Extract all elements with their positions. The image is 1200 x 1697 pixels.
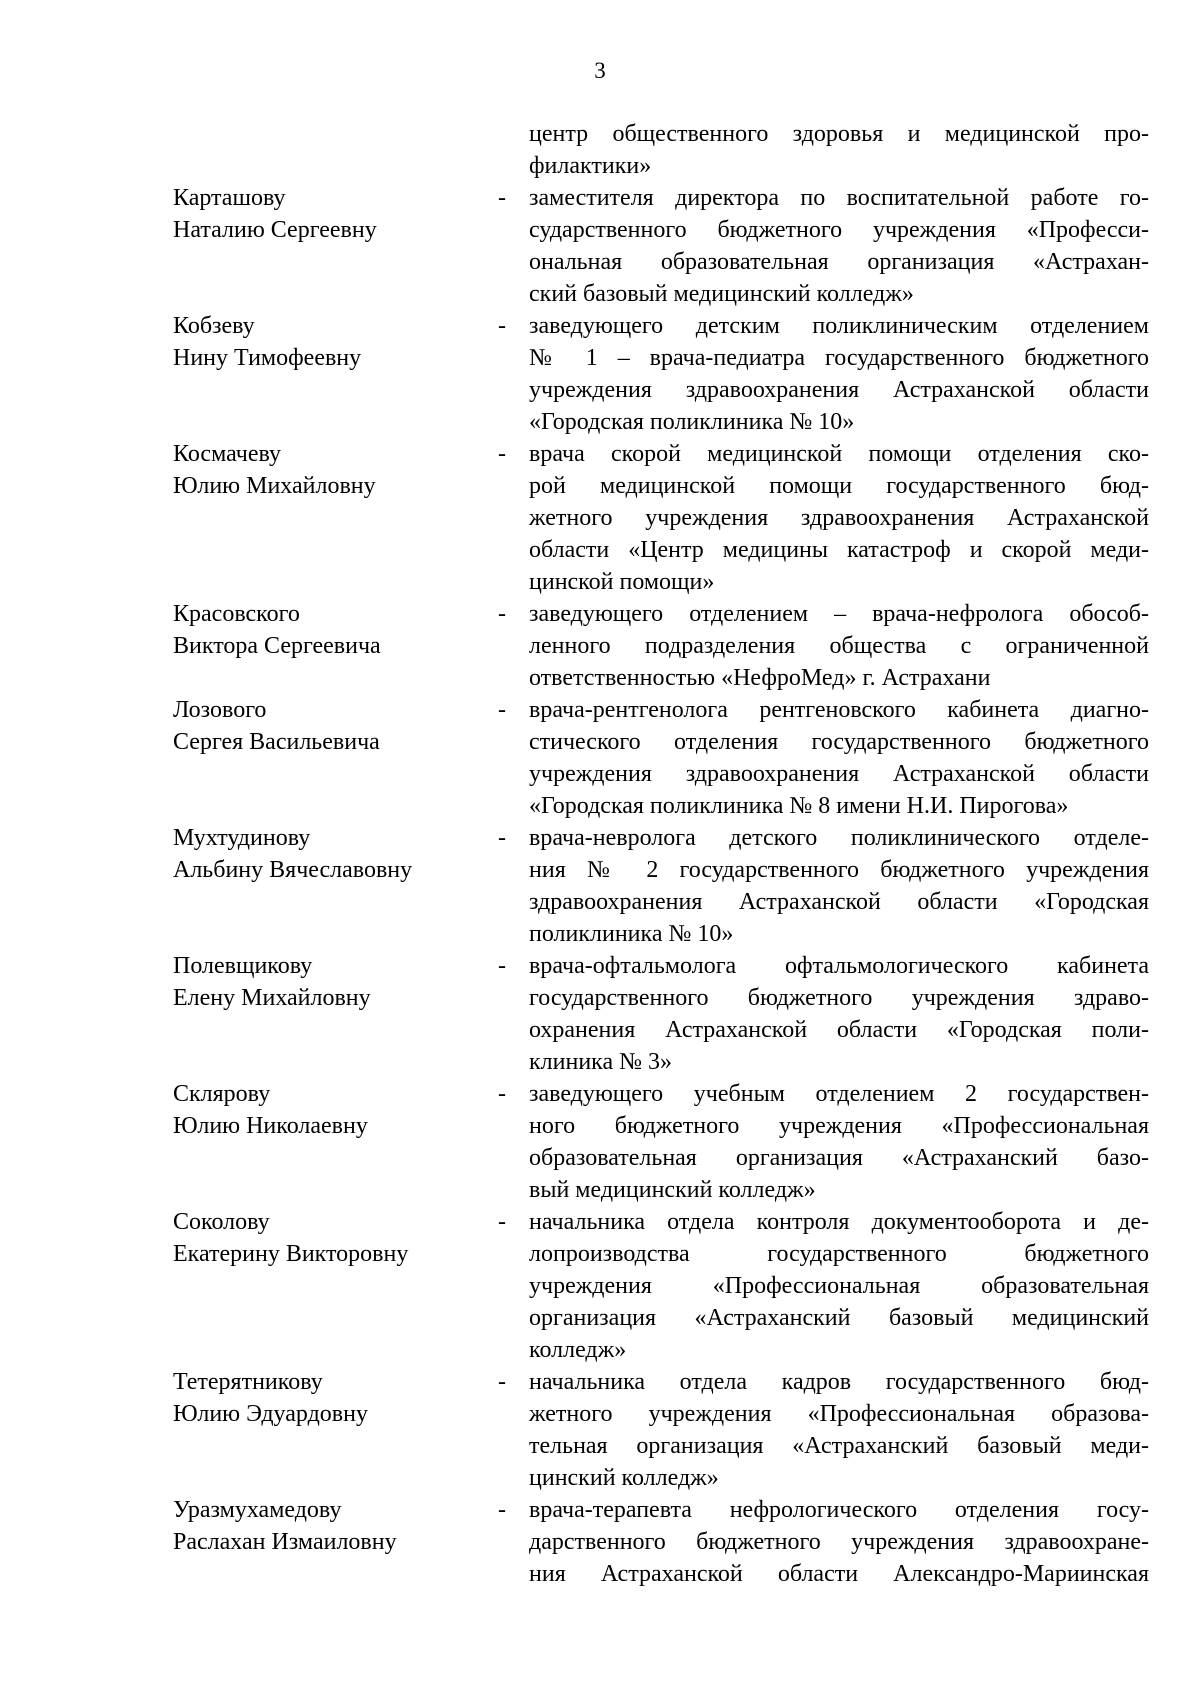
person-name	[173, 822, 493, 886]
description-line: ональная образовательная организация «Астрахан-	[529, 249, 1149, 275]
person-name	[173, 598, 493, 662]
description-line: ния Астраханской области Александро-Мариинская	[529, 1561, 1149, 1587]
entry-description	[529, 822, 1149, 950]
description-line: государственного бюджетного учреждения здраво-	[529, 985, 1149, 1011]
description-line: лопроизводства государственного бюджетного	[529, 1241, 1149, 1267]
person-name	[173, 1078, 493, 1142]
description-line: колледж»	[529, 1337, 627, 1363]
separator-dash: -	[498, 441, 506, 467]
given-names: Елену Михайловну	[173, 985, 371, 1011]
description-line: здравоохранения Астраханской области «Городская	[529, 889, 1149, 915]
given-names: Екатерину Викторовну	[173, 1241, 409, 1267]
entry-description	[529, 950, 1149, 1078]
description-line: ленного подразделения общества с ограниченной	[529, 633, 1149, 659]
list-item	[0, 310, 1200, 438]
surname: Кобзеву	[173, 313, 255, 339]
description-line: врача-терапевта нефрологического отделения госу-	[529, 1497, 1149, 1523]
list-item	[0, 1494, 1200, 1590]
given-names: Юлию Эдуардовну	[173, 1401, 368, 1427]
description-line: поликлиника № 10»	[529, 921, 734, 947]
entry-description	[529, 118, 1149, 182]
given-names: Виктора Сергеевича	[173, 633, 381, 659]
description-line: № 1 – врача-педиатра государственного бюджетного	[529, 345, 1149, 371]
surname: Склярову	[173, 1081, 271, 1107]
description-line: центр общественного здоровья и медицинской про-	[529, 121, 1149, 147]
surname: Карташову	[173, 185, 286, 211]
list-item	[0, 598, 1200, 694]
separator-dash: -	[498, 313, 506, 339]
surname: Мухтудинову	[173, 825, 311, 851]
description-line: «Городская поликлиника № 10»	[529, 409, 855, 435]
given-names: Раслахан Измаиловну	[173, 1529, 397, 1555]
description-line: сударственного бюджетного учреждения «Професси-	[529, 217, 1149, 243]
description-line: ский базовый медицинский колледж»	[529, 281, 914, 307]
list-item	[0, 694, 1200, 822]
list-item	[0, 950, 1200, 1078]
entry-description	[529, 438, 1149, 598]
list-item	[0, 438, 1200, 598]
list-item	[0, 1366, 1200, 1494]
person-name	[173, 950, 493, 1014]
description-line: учреждения здравоохранения Астраханской области	[529, 761, 1149, 787]
list-item	[0, 182, 1200, 310]
entry-description	[529, 694, 1149, 822]
separator-dash: -	[498, 697, 506, 723]
entry-description	[529, 310, 1149, 438]
description-line: врача скорой медицинской помощи отделения ско-	[529, 441, 1149, 467]
surname: Красовского	[173, 601, 300, 627]
description-line: «Городская поликлиника № 8 имени Н.И. Пирогова»	[529, 793, 1069, 819]
person-name	[173, 1494, 493, 1558]
page-number: 3	[594, 58, 606, 83]
description-line: заведующего учебным отделением 2 государствен-	[529, 1081, 1149, 1107]
surname: Соколову	[173, 1209, 270, 1235]
separator-dash: -	[498, 1209, 506, 1235]
surname: Космачеву	[173, 441, 282, 467]
description-line: рой медицинской помощи государственного бюд-	[529, 473, 1149, 499]
description-line: образовательная организация «Астраханский базо-	[529, 1145, 1149, 1171]
description-line: жетного учреждения здравоохранения Астраханской	[529, 505, 1149, 531]
given-names: Нину Тимофеевну	[173, 345, 362, 371]
separator-dash: -	[498, 601, 506, 627]
description-line: тельная организация «Астраханский базовый меди-	[529, 1433, 1149, 1459]
entry-description	[529, 1494, 1149, 1590]
separator-dash: -	[498, 953, 506, 979]
surname: Уразмухамедову	[173, 1497, 342, 1523]
given-names: Юлию Николаевну	[173, 1113, 368, 1139]
description-line: филактики»	[529, 153, 652, 179]
description-line: учреждения здравоохранения Астраханской области	[529, 377, 1149, 403]
entry-description	[529, 1366, 1149, 1494]
person-name	[173, 1366, 493, 1430]
description-line: области «Центр медицины катастроф и скорой меди-	[529, 537, 1149, 563]
list-item	[0, 1078, 1200, 1206]
person-name	[173, 182, 493, 246]
description-line: охранения Астраханской области «Городская поли-	[529, 1017, 1149, 1043]
given-names: Юлию Михайловну	[173, 473, 376, 499]
continuation-text	[0, 118, 1200, 182]
description-line: стического отделения государственного бюджетного	[529, 729, 1149, 755]
separator-dash: -	[498, 185, 506, 211]
person-name	[173, 438, 493, 502]
description-line: клиника № 3»	[529, 1049, 673, 1075]
entry-description	[529, 598, 1149, 694]
description-line: врача-офтальмолога офтальмологического кабинета	[529, 953, 1149, 979]
description-line: организация «Астраханский базовый медицинский	[529, 1305, 1149, 1331]
given-names: Альбину Вячеславовну	[173, 857, 413, 883]
separator-dash: -	[498, 1497, 506, 1523]
surname: Тетерятникову	[173, 1369, 323, 1395]
description-line: заведующего детским поликлиническим отделением	[529, 313, 1149, 339]
description-line: жетного учреждения «Профессиональная образова-	[529, 1401, 1149, 1427]
description-line: дарственного бюджетного учреждения здравоохране-	[529, 1529, 1149, 1555]
person-name	[173, 1206, 493, 1270]
surname: Лозового	[173, 697, 267, 723]
person-name	[173, 694, 493, 758]
description-line: врача-невролога детского поликлинического отделе-	[529, 825, 1149, 851]
description-line: учреждения «Профессиональная образовательная	[529, 1273, 1149, 1299]
separator-dash: -	[498, 1369, 506, 1395]
separator-dash: -	[498, 825, 506, 851]
surname: Полевщикову	[173, 953, 313, 979]
description-line: начальника отдела контроля документооборота и де-	[529, 1209, 1149, 1235]
person-name	[173, 310, 493, 374]
given-names: Наталию Сергеевну	[173, 217, 377, 243]
description-line: вый медицинский колледж»	[529, 1177, 816, 1203]
given-names: Сергея Васильевича	[173, 729, 380, 755]
appointment-list	[0, 118, 1200, 1590]
description-line: врача-рентгенолога рентгеновского кабинета диагно-	[529, 697, 1149, 723]
description-line: цинский колледж»	[529, 1465, 719, 1491]
list-item	[0, 822, 1200, 950]
description-line: цинской помощи»	[529, 569, 715, 595]
description-line: ния № 2 государственного бюджетного учреждения	[529, 857, 1149, 883]
description-line: заместителя директора по воспитательной работе го-	[529, 185, 1149, 211]
description-line: ного бюджетного учреждения «Профессиональная	[529, 1113, 1149, 1139]
description-line: заведующего отделением – врача-нефролога обособ-	[529, 601, 1149, 627]
description-line: ответственностью «НефроМед» г. Астрахани	[529, 665, 991, 691]
entry-description	[529, 1206, 1149, 1366]
entry-description	[529, 1078, 1149, 1206]
list-item	[0, 1206, 1200, 1366]
description-line: начальника отдела кадров государственного бюд-	[529, 1369, 1149, 1395]
separator-dash: -	[498, 1081, 506, 1107]
entry-description	[529, 182, 1149, 310]
